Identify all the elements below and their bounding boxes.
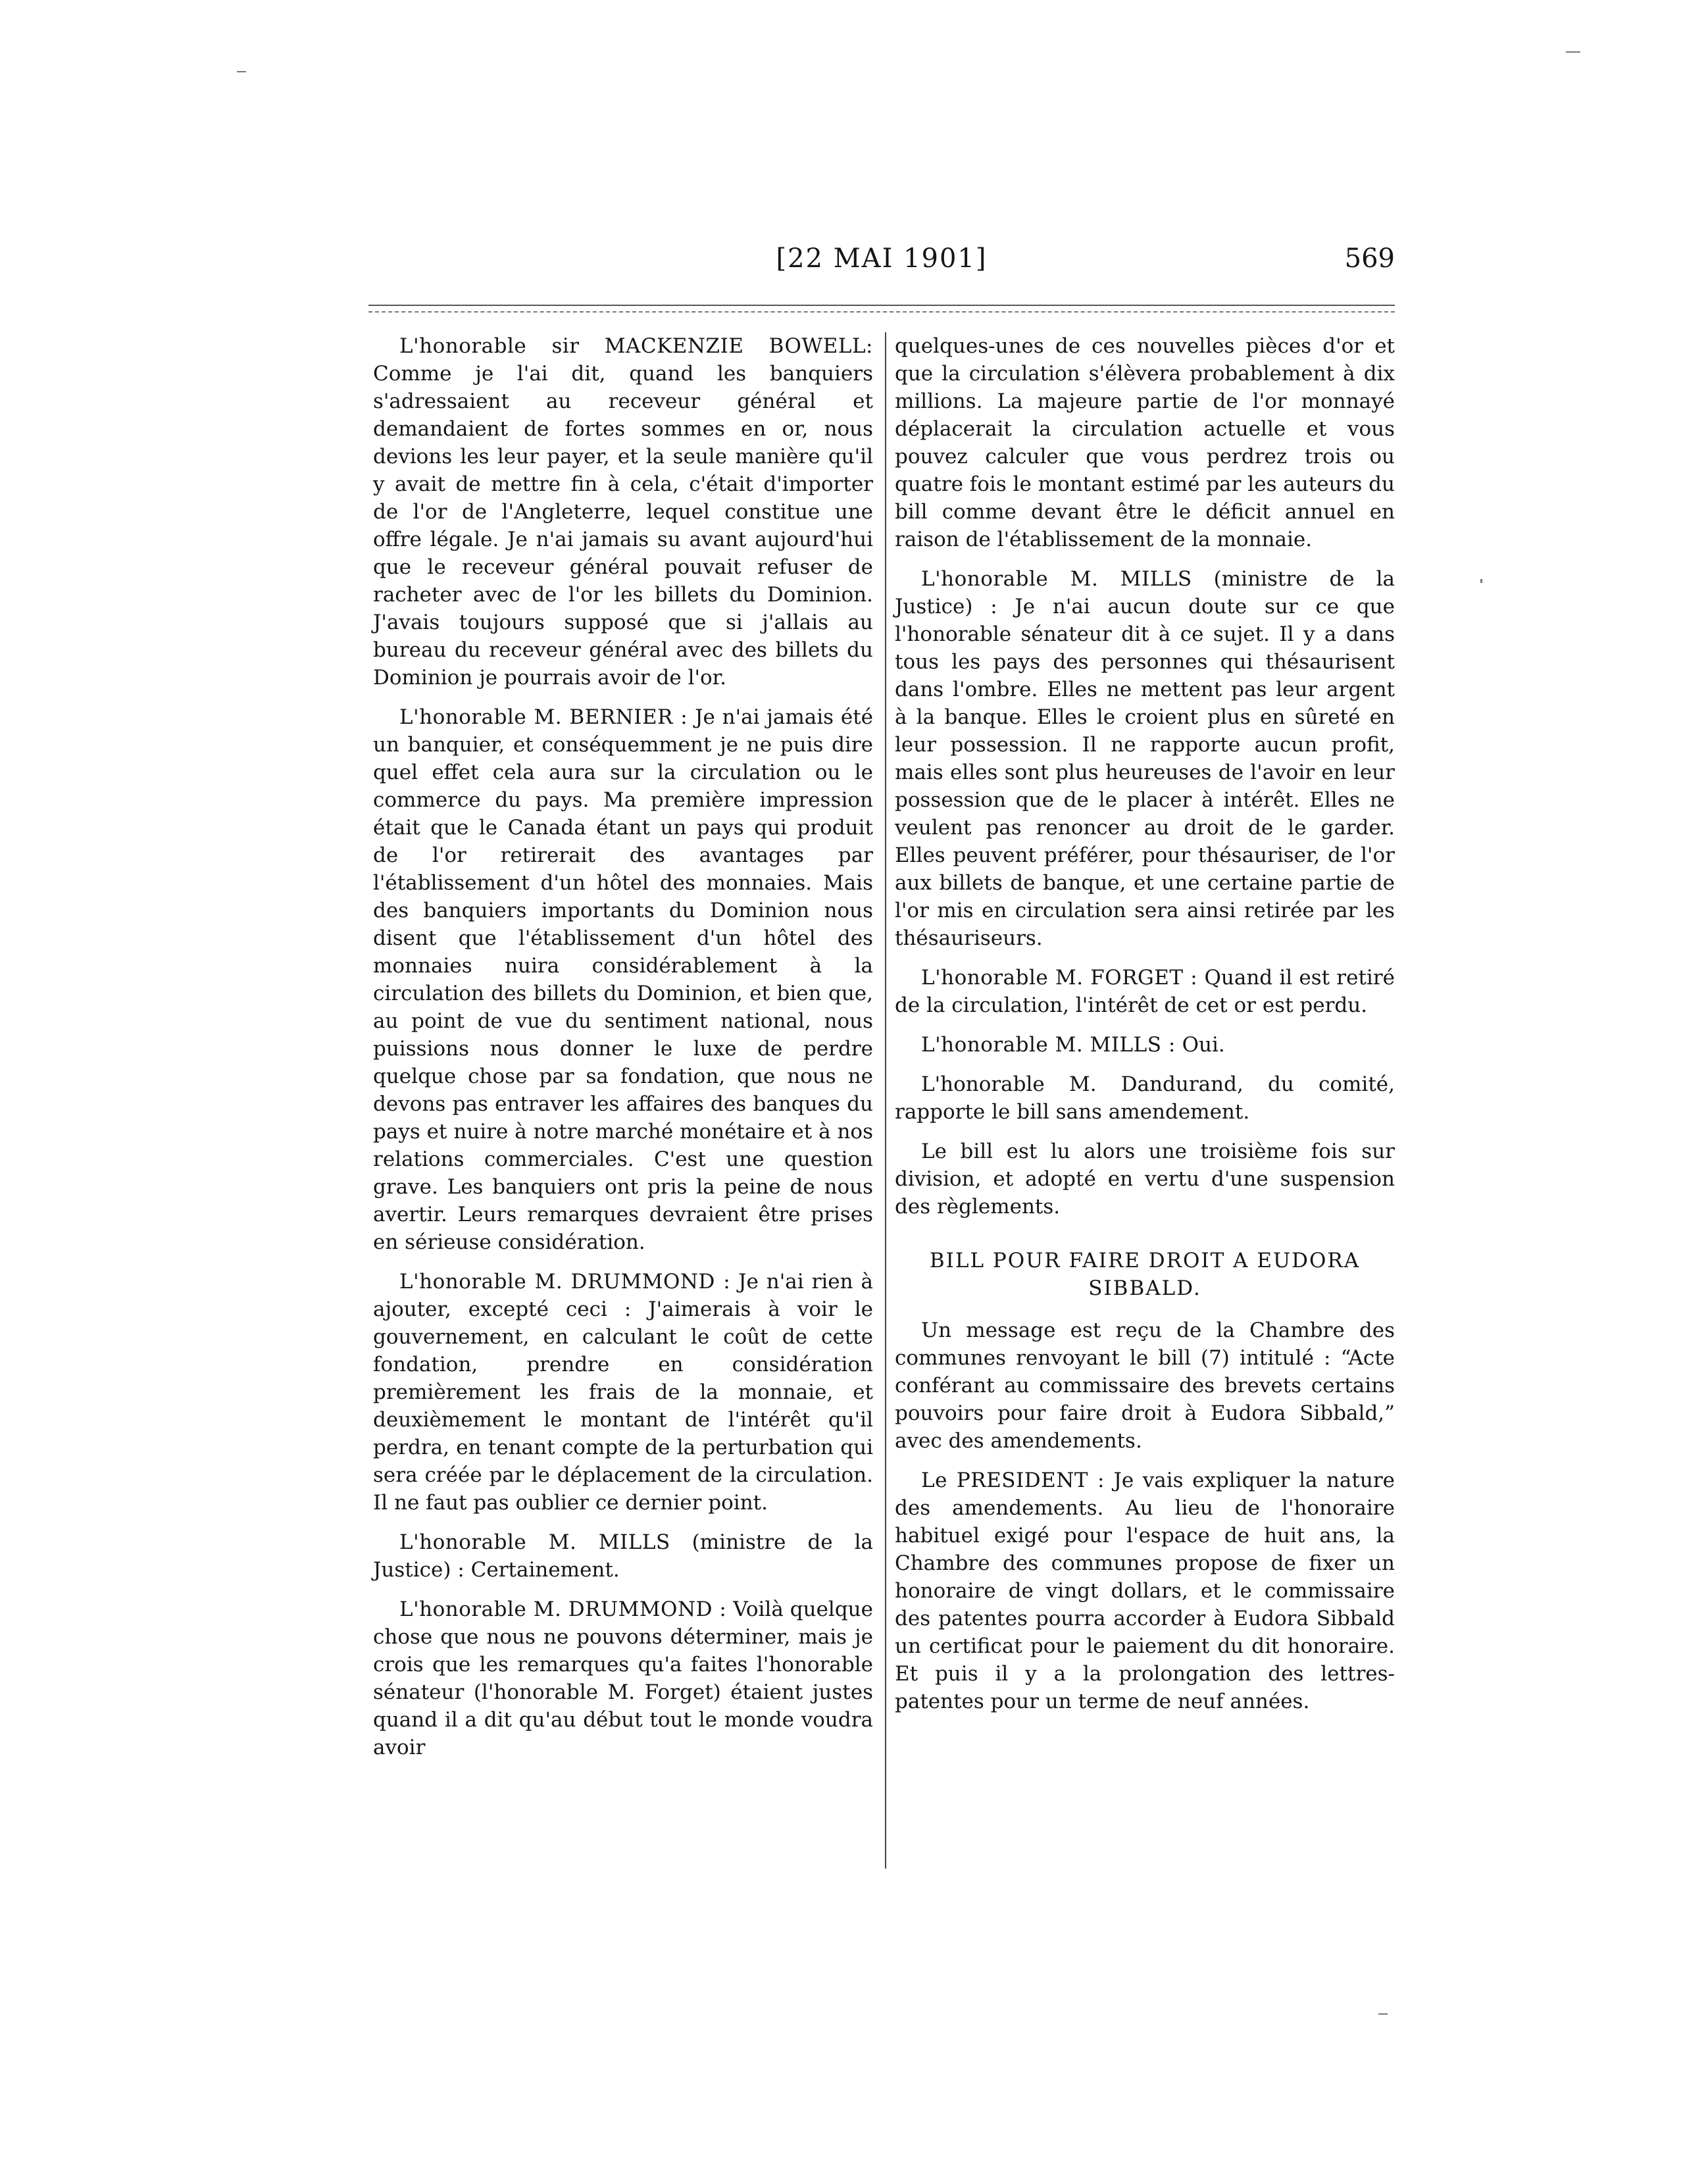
paragraph-text: Je vais expliquer la nature des amendements. Au lieu de l'honoraire habituel exigé pour l'espace de huit ans, la Chambre des communes propose de fixer un honoraire de vingt dollars, et le commissaire des patentes pourra accorder à Eudora Sibbald un certificat pour le paiement du dit honoraire. Et puis il y a la prolongation des lettres-patentes pour un terme de neuf années. (895, 1469, 1395, 1713)
paragraph (373, 332, 873, 692)
scan-speck (1566, 51, 1580, 53)
paragraph (373, 1268, 873, 1517)
scan-speck (1480, 579, 1482, 583)
scan-speck (1378, 2013, 1388, 2015)
speaker-name: L'honorable M. BERNIER : (399, 705, 688, 729)
paragraph-text: Je n'ai rien à ajouter, excepté ceci : J'aimerais à voir le gouvernement, en calculant le coût de cette fondation, prendre en considération premièrement les frais de la monnaie, et deuxièmement le montant de l'intérêt qu'il perdra, en tenant compte de la perturbation qui sera créée par le déplacement de la circulation. Il ne faut pas oublier ce dernier point. (373, 1270, 874, 1515)
paragraph-text: (ministre de la Justice) : Je n'ai aucun doute sur ce que l'honorable sénateur dit à ce sujet. Il y a dans tous les pays des personnes qui thésaurisent dans l'ombre. Elles ne mettent pas leur argent à la banque. Elles le croient plus en sûreté en leur possession. Il ne rapporte aucun profit, mais elles sont plus heureuses de l'avoir en leur possession que de le placer à intérêt. Elles ne veulent pas renoncer au droit de le garder. Elles peuvent préférer, pour thésauriser, de l'or aux billets de banque, et une certaine partie de l'or mis en circulation sera ainsi retirée par les thésauriseurs. (895, 567, 1395, 950)
paragraph (373, 1596, 873, 1761)
header-date: [22 MAI 1901] (776, 243, 988, 274)
header-rule (368, 305, 1395, 306)
column-divider (885, 332, 886, 1869)
page-header (368, 243, 1395, 283)
header-rule-dashed (368, 311, 1395, 313)
section-title: BILL POUR FAIRE DROIT A EUDORA SIBBALD. (929, 1249, 1361, 1300)
speaker-name: L'honorable sir MACKENZIE BOWELL: (399, 334, 873, 358)
paragraph (895, 1317, 1395, 1455)
paragraph-text: (ministre de la Justice) : Certainement. (373, 1530, 873, 1582)
paragraph (373, 1528, 873, 1584)
speaker-name: Le PRESIDENT : (921, 1469, 1105, 1492)
speaker-name: L'honorable M. FORGET : (921, 966, 1198, 990)
paragraph (895, 1070, 1395, 1126)
paragraph (895, 1138, 1395, 1221)
scan-speck (237, 71, 246, 72)
paragraph-text: Je n'ai jamais été un banquier, et conséquemment je ne puis dire quel effet cela aura sur la circulation ou le commerce du pays. Ma première impression était que le Canada étant un pays qui produit de l'or retirerait des avantages par l'établissement d'un hôtel des monnaies. Mais des banquiers importants du Dominion nous disent que l'établissement d'un hôtel des monnaies nuira considérablement à la circulation des billets du Dominion, et bien que, au point de vue du sentiment national, nous puissions nous donner le luxe de perdre quelque chose par sa fondation, que nous ne devons pas entraver les affaires des banques du pays et nuire à notre marché monétaire et à nos relations commerciales. C'est une question grave. Les banquiers ont pris la peine de nous avertir. Leurs remarques devraient être prises en sérieuse considération. (373, 705, 874, 1254)
paragraph (895, 1467, 1395, 1715)
paragraph-text: Oui. (1182, 1033, 1225, 1057)
continuation-paragraph: quelques-unes de ces nouvelles pièces d'or et que la circulation s'élèvera probablement à dix millions. La majeure partie de l'or monnayé déplacerait la circulation actuelle et vous pouvez calculer que vous perdrez trois ou quatre fois le montant estimé par les auteurs du bill comme devant être le déficit annuel en raison de l'établissement de la monnaie. (895, 334, 1395, 551)
paragraph (895, 964, 1395, 1019)
paragraph (373, 703, 873, 1256)
paragraph (895, 565, 1395, 952)
speaker-name: L'honorable M. MILLS : (921, 1033, 1176, 1057)
speaker-name: L'honorable M. MILLS (921, 567, 1192, 591)
paragraph (895, 1031, 1395, 1059)
paragraph-text: Le bill est lu alors une troisième fois sur division, et adopté en vertu d'une suspension des règlements. (895, 1140, 1395, 1219)
speaker-name: L'honorable M. MILLS (399, 1530, 670, 1554)
paragraph-text: L'honorable M. Dandurand, du comité, rapporte le bill sans amendement. (895, 1072, 1395, 1124)
paragraph-text: Voilà quelque chose que nous ne pouvons déterminer, mais je crois que les remarques qu'a faites l'honorable sénateur (l'honorable M. Forget) étaient justes quand il a dit qu'au début tout le monde voudra avoir (373, 1598, 873, 1759)
speaker-name: L'honorable M. DRUMMOND : (399, 1270, 731, 1294)
page-number: 569 (1344, 243, 1395, 274)
right-column (895, 332, 1395, 1727)
paragraph-text: Un message est reçu de la Chambre des communes renvoyant le bill (7) intitulé : “Acte conférant au commissaire des brevets certains pouvoirs pour faire droit à Eudora Sibbald,” avec des amendements. (895, 1319, 1395, 1453)
paragraph-text: Comme je l'ai dit, quand les banquiers s'adressaient au receveur général et demandaient de fortes sommes en or, nous devions les leur payer, et la seule manière qu'il y avait de mettre fin à cela, c'était d'importer de l'or de l'Angleterre, lequel constitue une offre légale. Je n'ai jamais su avant aujourd'hui que le receveur général pouvait refuser de racheter avec de l'or les billets du Dominion. J'avais toujours supposé que si j'allais au bureau du receveur général avec des billets du Dominion je pourrais avoir de l'or. (373, 362, 873, 690)
paragraph-text: Quand il est retiré de la circulation, l'intérêt de cet or est perdu. (895, 966, 1395, 1017)
left-column (373, 332, 873, 1773)
speaker-name: L'honorable M. DRUMMOND : (399, 1598, 727, 1621)
